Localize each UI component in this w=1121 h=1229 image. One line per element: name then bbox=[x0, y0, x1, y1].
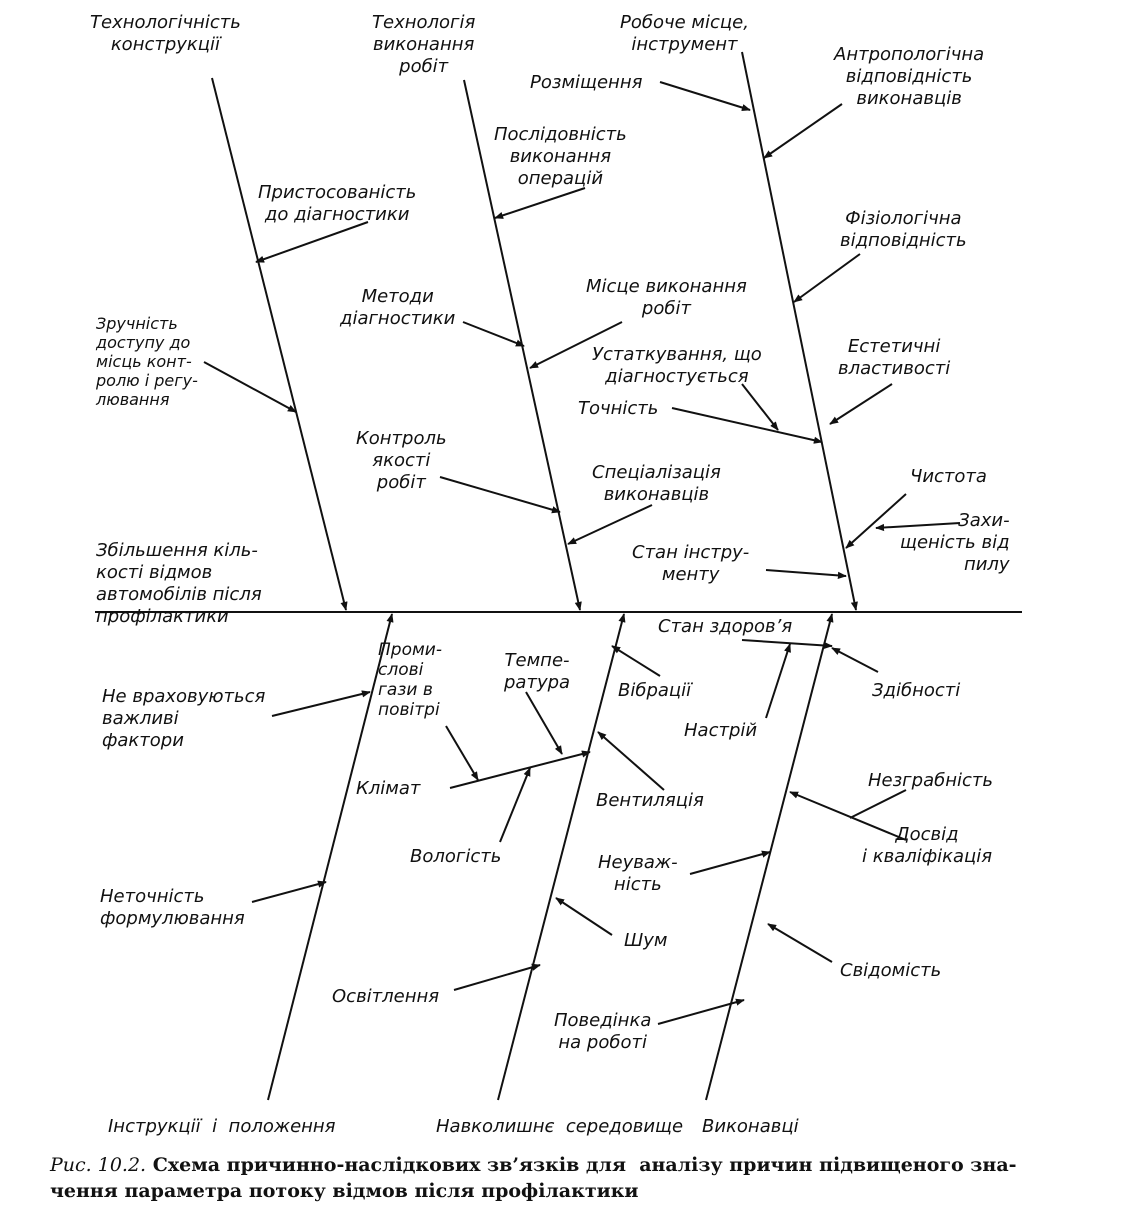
figure-caption bbox=[50, 1152, 1115, 1204]
cause-inattention: Неуваж- ність bbox=[598, 852, 678, 895]
arrow-physiological bbox=[794, 254, 860, 302]
category-workplace-label: Робоче місце, інструмент bbox=[620, 12, 749, 55]
arrow-diag-equipment bbox=[742, 384, 778, 430]
cause-anthropological: Антропологічна відповідність виконавців bbox=[834, 44, 985, 109]
cause-mood: Настрій bbox=[684, 720, 758, 741]
cause-clumsiness: Незграбність bbox=[868, 770, 993, 791]
arrow-temperature bbox=[526, 692, 562, 754]
category-performers-label: Виконавці bbox=[702, 1116, 799, 1137]
bone-performers bbox=[706, 614, 832, 1100]
cause-ventilation: Вентиляція bbox=[596, 790, 704, 811]
arrow-mood bbox=[766, 644, 790, 718]
arrow-cleanliness bbox=[846, 494, 906, 548]
cause-behavior: Поведінка на роботі bbox=[554, 1010, 652, 1053]
arrow-accuracy bbox=[672, 408, 822, 442]
arrow-consciousness bbox=[768, 924, 832, 962]
cause-factors-ignored: Не враховуються важливі фактори bbox=[102, 686, 266, 751]
cause-vibration: Вібрації bbox=[618, 680, 692, 701]
cause-humidity: Вологість bbox=[410, 846, 502, 867]
cause-industrial-gases: Проми- слові гази в повітрі bbox=[378, 640, 442, 720]
category-technology-label: Технологія виконання робіт bbox=[372, 12, 476, 77]
arrow-factors-ignored bbox=[272, 692, 370, 716]
arrow-vibration bbox=[612, 646, 660, 676]
cause-specialization: Спеціалізація виконавців bbox=[592, 462, 721, 505]
effect-label: Збільшення кіль- кості відмов автомобілів після профілактики bbox=[96, 540, 262, 627]
arrow-operation-sequence bbox=[495, 188, 585, 218]
cause-experience: Досвід і кваліфікація bbox=[862, 824, 993, 867]
cause-access-convenience: Зручність доступу до місць конт- ролю і регу- лювання bbox=[96, 314, 198, 409]
caption-line-1: Схема причинно-наслідкових зв’язків для аналізу причин підвищеного зна- bbox=[146, 1154, 1017, 1176]
caption-figure-number: Рис. 10.2. bbox=[50, 1154, 147, 1176]
arrow-humidity bbox=[500, 768, 530, 842]
arrow-diagnostics-adaptability bbox=[256, 222, 368, 262]
bone-workplace bbox=[742, 52, 856, 610]
arrow-tool-condition bbox=[766, 570, 846, 576]
bone-design bbox=[212, 78, 346, 610]
arrow-wording-inaccuracy bbox=[252, 882, 326, 902]
arrow-quality-control bbox=[440, 477, 560, 512]
cause-diagnostic-methods: Методи діагностики bbox=[340, 286, 456, 329]
arrow-diagnostic-methods bbox=[463, 322, 524, 346]
arrow-anthropological bbox=[764, 104, 842, 158]
arrow-health bbox=[742, 640, 832, 646]
arrow-specialization bbox=[568, 505, 652, 544]
arrow-ventilation bbox=[598, 732, 664, 790]
category-environment-label: Навколишнє середовище bbox=[436, 1116, 684, 1137]
cause-tool-condition: Стан інстру- менту bbox=[632, 542, 750, 585]
bone-instructions bbox=[268, 614, 392, 1100]
cause-wording-inaccuracy: Неточність формулювання bbox=[100, 886, 245, 929]
arrow-behavior bbox=[658, 1000, 744, 1024]
cause-aesthetic: Естетичні властивості bbox=[838, 336, 951, 379]
cause-abilities: Здібності bbox=[872, 680, 961, 701]
category-design-label: Технологічність конструкції bbox=[90, 12, 241, 55]
arrow-industrial-gases bbox=[446, 726, 478, 780]
cause-quality-control: Контроль якості робіт bbox=[356, 428, 447, 493]
category-instructions-label: Інструкції і положення bbox=[108, 1116, 336, 1137]
cause-diag-equipment: Устаткування, що діагностується bbox=[592, 344, 762, 387]
arrow-abilities bbox=[832, 648, 878, 672]
cause-accuracy: Точність bbox=[578, 398, 659, 419]
arrow-experience-b bbox=[850, 790, 906, 818]
cause-operation-sequence: Послідовність виконання операцій bbox=[494, 124, 627, 189]
arrow-aesthetic bbox=[830, 384, 892, 424]
caption-line-2: чення параметра потоку відмов після профілактики bbox=[50, 1180, 639, 1202]
cause-physiological: Фізіологічна відповідність bbox=[840, 208, 967, 251]
cause-climate: Клімат bbox=[356, 778, 421, 799]
cause-work-place: Місце виконання робіт bbox=[586, 276, 747, 319]
cause-dust-protection: Захи- щеність від пилу bbox=[900, 510, 1010, 575]
arrow-inattention bbox=[690, 852, 770, 874]
cause-noise: Шум bbox=[624, 930, 668, 951]
arrow-noise bbox=[556, 898, 612, 935]
cause-placement: Розміщення bbox=[530, 72, 643, 93]
arrow-placement bbox=[660, 82, 750, 110]
arrow-access-convenience bbox=[204, 362, 296, 412]
cause-diagnostics-adaptability: Пристосованість до діагностики bbox=[258, 182, 417, 225]
cause-temperature: Темпе- ратура bbox=[504, 650, 571, 693]
cause-cleanliness: Чистота bbox=[910, 466, 987, 487]
cause-consciousness: Свідомість bbox=[840, 960, 942, 981]
cause-lighting: Освітлення bbox=[332, 986, 440, 1007]
cause-health: Стан здоров’я bbox=[658, 616, 793, 637]
